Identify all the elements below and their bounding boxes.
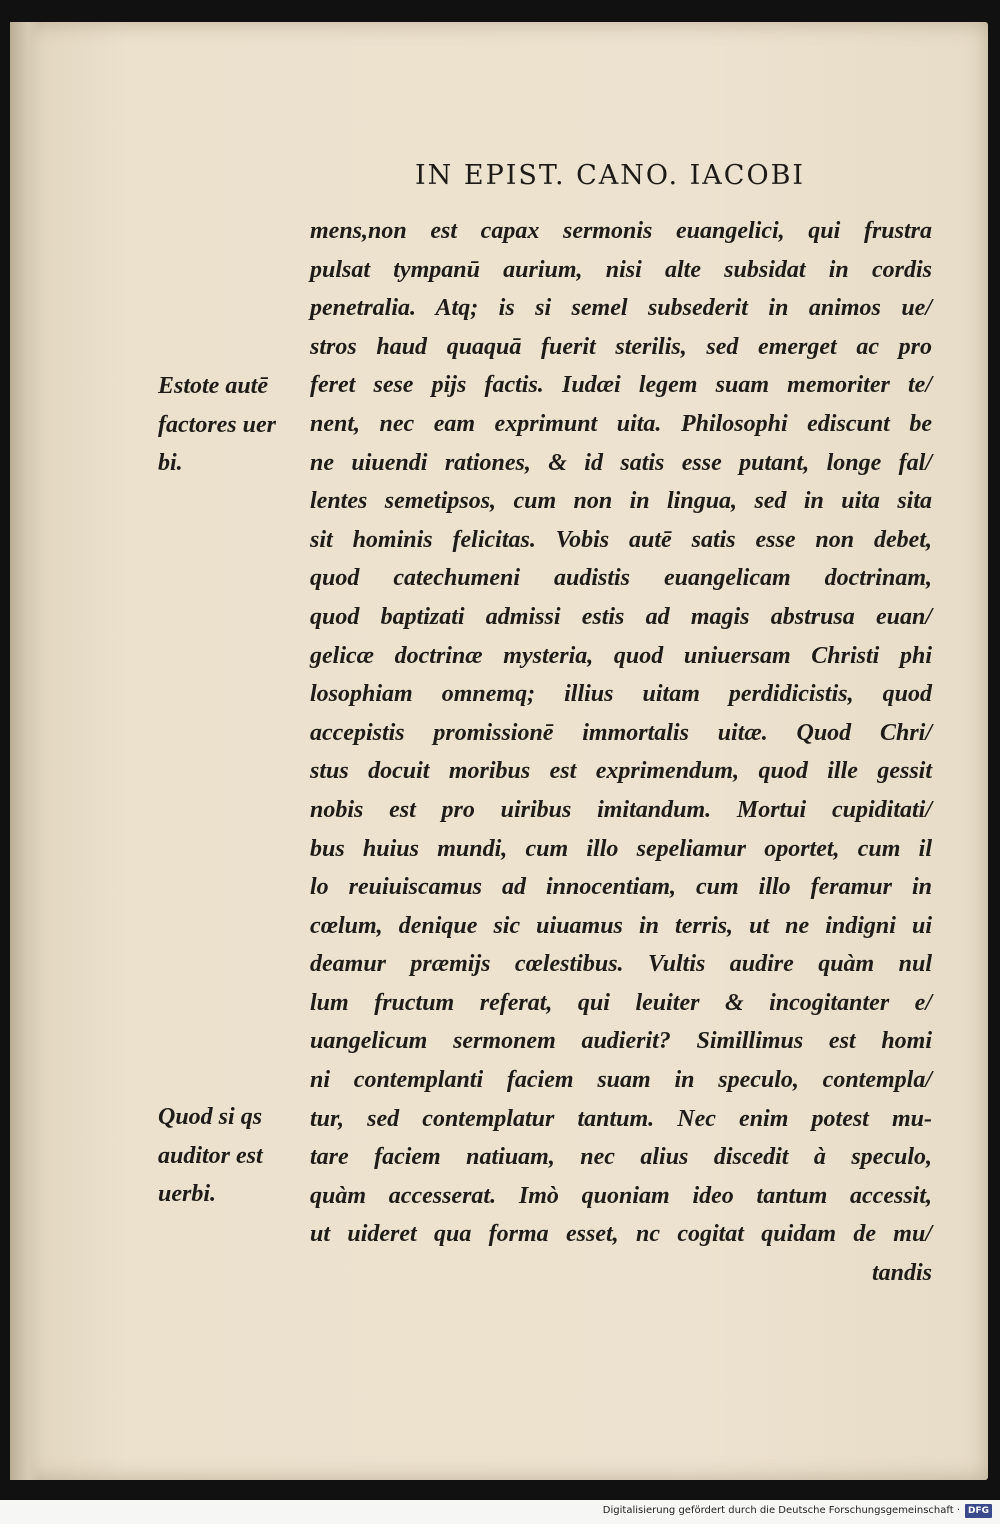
text-line: nobis est pro uiribus imitandum. Mortui cupiditati/ xyxy=(310,796,932,823)
text-line: lum fructum referat, qui leuiter & incogitanter e/ xyxy=(310,989,932,1016)
text-line: accepistis promissionē immortalis uitæ. Quod Chri/ xyxy=(310,719,932,746)
text-line: quàm accesserat. Imò quoniam ideo tantum accessit, xyxy=(310,1182,932,1209)
footer-credit: Digitalisierung gefördert durch die Deutsche Forschungsgemeinschaft · xyxy=(602,1505,960,1516)
running-head: IN EPIST. CANO. IACOBI xyxy=(415,160,806,191)
margin-note-line: factores uer xyxy=(158,411,276,438)
body-text xyxy=(310,212,932,1293)
text-line: nent, nec eam exprimunt uita. Philosophi ediscunt be xyxy=(310,410,932,437)
text-line: mens,non est capax sermonis euangelici, qui frustra xyxy=(310,218,932,244)
margin-note-line: uerbi. xyxy=(158,1181,217,1208)
text-line: stros haud quaquā fuerit sterilis, sed emerget ac pro xyxy=(310,333,932,360)
text-line: ut uideret qua forma esset, nc cogitat quidam de mu/ xyxy=(310,1221,932,1248)
text-line: deamur præmijs cœlestibus. Vultis audire quàm nul xyxy=(310,951,932,978)
page-gutter xyxy=(10,22,40,1480)
margin-note-line: Estote autē xyxy=(158,373,269,399)
catchword: tandis xyxy=(871,1260,932,1287)
text-line: uangelicum sermonem audierit? Simillimus est homi xyxy=(310,1028,932,1055)
margin-note-estote xyxy=(158,367,303,483)
margin-note-quod xyxy=(158,1098,303,1214)
margin-note-line: bi. xyxy=(158,450,183,477)
text-line: stus docuit moribus est exprimendum, quod ille gessit xyxy=(310,758,932,785)
text-line: penetralia. Atq; is si semel subsederit in animos ue/ xyxy=(310,295,932,322)
text-line: pulsat tympanū aurium, nisi alte subsidat in cordis xyxy=(310,256,932,283)
text-line: sit hominis felicitas. Vobis autē satis esse non debet, xyxy=(310,526,932,553)
text-line: ni contemplanti faciem suam in speculo, contempla/ xyxy=(310,1067,932,1094)
text-line: tur, sed contemplatur tantum. Nec enim potest mu- xyxy=(310,1105,932,1132)
text-line: lo reuiuiscamus ad innocentiam, cum illo feramur in xyxy=(310,874,932,901)
text-line: lentes semetipsos, cum non in lingua, sed in uita sita xyxy=(310,488,932,515)
text-line: feret sese pijs factis. Iudæi legem suam memoriter te/ xyxy=(310,372,932,399)
text-line: quod catechumeni audistis euangelicam doctrinam, xyxy=(310,565,932,592)
text-line: ne uiuendi rationes, & id satis esse putant, longe fal/ xyxy=(310,449,932,476)
dfg-logo: DFG xyxy=(965,1504,992,1518)
text-line: gelicæ doctrinæ mysteria, quod uniuersam Christi phi xyxy=(310,642,932,669)
text-line: bus huius mundi, cum illo sepeliamur oportet, cum il xyxy=(310,835,932,862)
text-line: quod baptizati admissi estis ad magis abstrusa euan/ xyxy=(310,603,932,630)
margin-note-line: Quod si qs xyxy=(158,1104,263,1130)
text-line: tare faciem natiuam, nec alius discedit à speculo, xyxy=(310,1144,932,1171)
text-line: cœlum, denique sic uiuamus in terris, ut ne indigni ui xyxy=(310,912,932,939)
text-line: losophiam omnemq; illius uitam perdidicistis, quod xyxy=(310,681,932,708)
digitization-footer xyxy=(0,1500,1000,1524)
margin-note-line: auditor est xyxy=(158,1142,263,1169)
